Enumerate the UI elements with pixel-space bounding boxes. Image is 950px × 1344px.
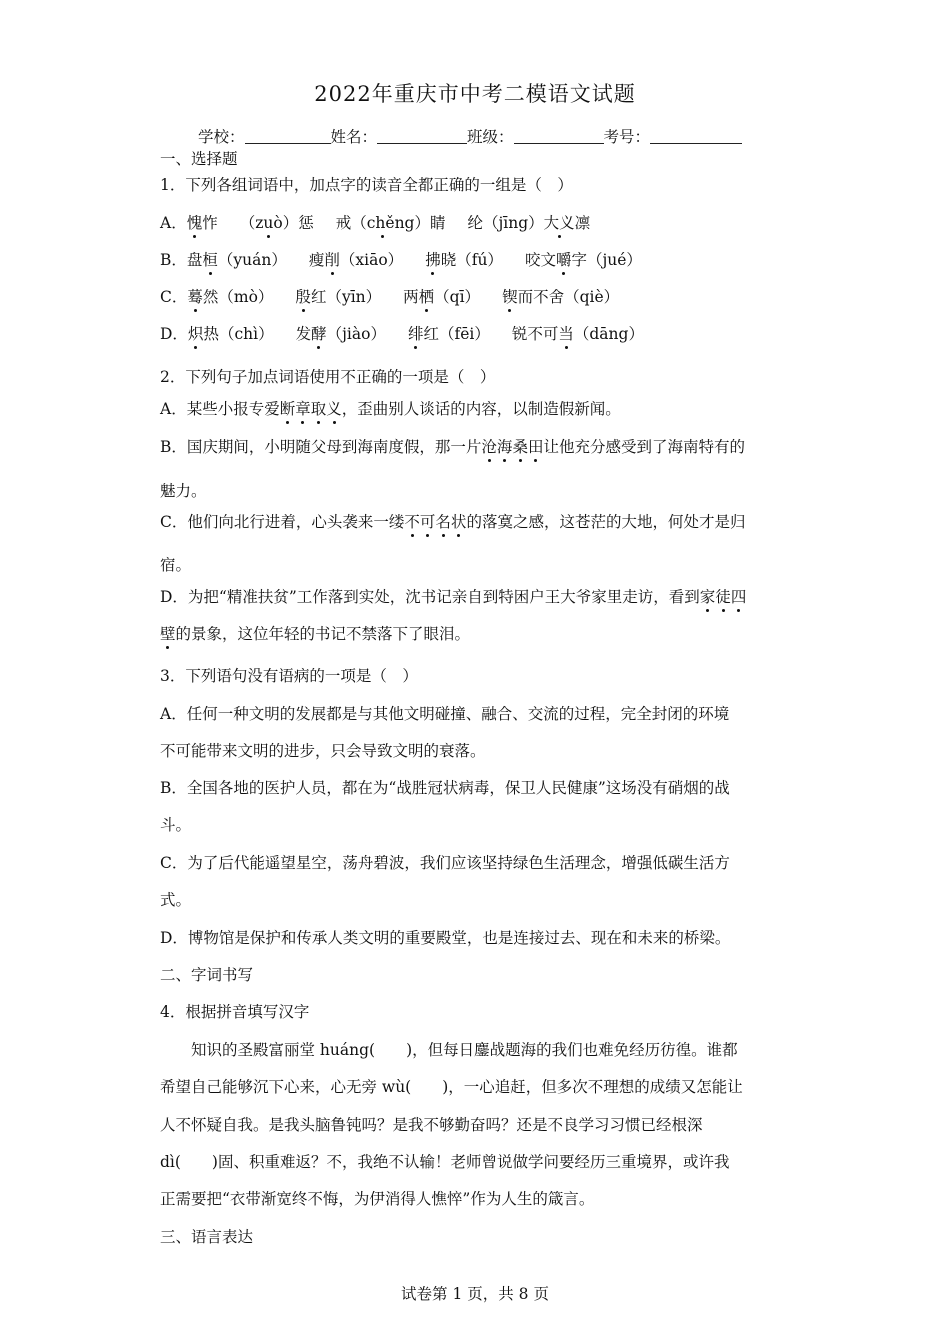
q4-passage-line: 人不怀疑自我。是我头脑鲁钝吗？是我不够勤奋吗？还是不良学习习惯已经根深: [160, 1116, 703, 1134]
q2-option-b: B．国庆期间，小明随父母到海南度假，那一片沧海桑田让他充分感受到了海南特有的: [160, 438, 745, 456]
number-label: 考号：: [603, 128, 651, 146]
q3-option-b: B．全国各地的医护人员，都在为“战胜冠状病毒，保卫人民健康”这场没有硝烟的战: [160, 779, 730, 797]
page-title: 2022年重庆市中考二模语文试题: [314, 82, 636, 106]
q2-option-b-cont: 魅力。: [160, 482, 207, 500]
q2-option-d-cont: 壁的景象，这位年轻的书记不禁落下了眼泪。: [160, 625, 471, 643]
q1-option-d: D．炽热（chì） 发酵（jiào） 绯红（fēi） 锐不可当（dāng）: [160, 325, 644, 343]
question-1-stem: 1．下列各组词语中，加点字的读音全都正确的一组是（ ）: [160, 176, 573, 194]
school-blank[interactable]: [245, 127, 331, 144]
q1-option-a: A．愧怍 （zuò）惩 戒（chěng）睛 纶（jīng）大义凛: [160, 214, 591, 232]
q3-option-a: A．任何一种文明的发展都是与其他文明碰撞、融合、交流的过程，完全封闭的环境: [160, 705, 730, 723]
q4-passage-line: 正需要把“衣带渐宽终不悔，为伊消得人憔悴”作为人生的箴言。: [160, 1190, 595, 1208]
section-heading: 二、字词书写: [160, 966, 254, 984]
q4-passage-line: 希望自己能够沉下心来，心无旁 wù( )，一心追赶，但多次不理想的成绩又怎能让: [160, 1078, 743, 1096]
question-2-stem: 2．下列句子加点词语使用不正确的一项是（ ）: [160, 368, 496, 386]
page-footer: 试卷第 1 页，共 8 页: [401, 1285, 549, 1303]
q3-option-c: C．为了后代能遥望星空，荡舟碧波，我们应该坚持绿色生活理念，增强低碳生活方: [160, 854, 730, 872]
q2-option-d: D．为把“精准扶贫”工作落到实处，沈书记亲自到特困户王大爷家里走访，看到家徒四: [160, 588, 747, 606]
student-info: [198, 126, 742, 148]
section-heading: 三、语言表达: [160, 1228, 254, 1246]
q4-passage-line: dì( )固、积重难返？不，我绝不认输！老师曾说做学问要经历三重境界，或许我: [160, 1153, 730, 1171]
q3-option-a-cont: 不可能带来文明的进步，只会导致文明的衰落。: [160, 742, 486, 760]
question-4-stem: 4．根据拼音填写汉字: [160, 1003, 310, 1021]
q3-option-c-cont: 式。: [160, 891, 192, 909]
number-blank[interactable]: [650, 127, 742, 144]
q3-option-d: D．博物馆是保护和传承人类文明的重要殿堂，也是连接过去、现在和未来的桥梁。: [160, 929, 731, 947]
section-heading: 一、选择题: [160, 150, 238, 168]
school-label: 学校：: [198, 128, 245, 146]
class-label: 班级：: [467, 128, 514, 146]
q3-option-b-cont: 斗。: [160, 816, 192, 834]
name-label: 姓名：: [330, 128, 378, 146]
class-blank[interactable]: [514, 127, 604, 144]
q2-option-c-cont: 宿。: [160, 556, 192, 574]
q4-passage-line: 知识的圣殿富丽堂 huáng( )，但每日鏖战题海的我们也难免经历彷徨。谁都: [160, 1041, 738, 1059]
question-3-stem: 3．下列语句没有语病的一项是（ ）: [160, 667, 418, 685]
q2-option-c: C．他们向北行进着，心头袭来一缕不可名状的落寞之感，这苍茫的大地，何处才是归: [160, 513, 746, 531]
q1-option-c: C．蓦然（mò） 殷红（yīn） 两栖（qī） 锲而不舍（qiè）: [160, 288, 620, 306]
q2-option-a: A．某些小报专爱断章取义，歪曲别人谈话的内容，以制造假新闻。: [160, 400, 621, 418]
name-blank[interactable]: [377, 127, 467, 144]
q1-option-b: B．盘桓（yuán） 瘦削（xiāo） 拂晓（fú） 咬文嚼字（jué）: [160, 251, 642, 269]
